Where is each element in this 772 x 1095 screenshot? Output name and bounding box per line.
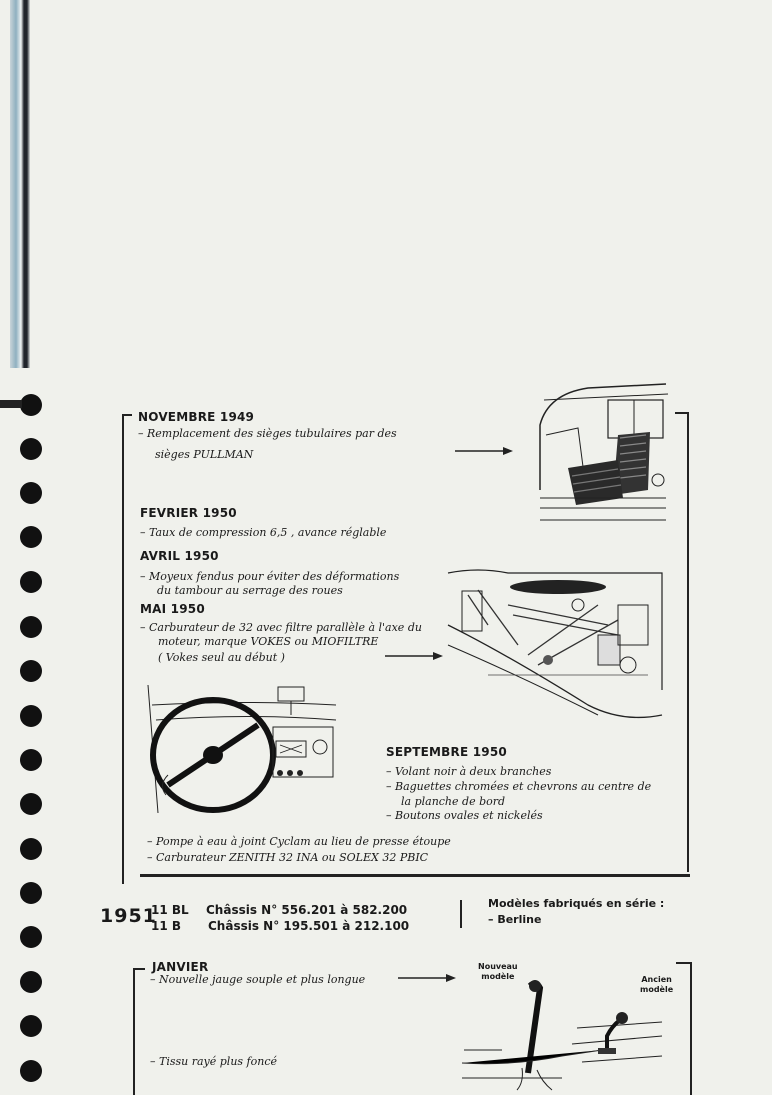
text-line: la planche de bord	[401, 795, 506, 808]
text-line: – Carburateur de 32 avec filtre parallèle à l'axe du	[140, 621, 422, 634]
punch-hole	[20, 616, 42, 638]
punch-hole	[20, 394, 42, 416]
label-line: modèle	[640, 985, 674, 994]
arrow-icon	[385, 650, 445, 662]
heading-apr-1950: AVRIL 1950	[140, 549, 219, 563]
text-line: – Carburateur ZENITH 32 INA ou SOLEX 32 PBIC	[147, 851, 429, 864]
frame-top-tick-1951	[133, 968, 145, 970]
punch-hole	[20, 438, 42, 460]
text-line: sièges PULLMAN	[155, 448, 254, 461]
binder-clip	[0, 400, 22, 408]
carburetor-engine-illustration	[448, 565, 664, 720]
punch-hole	[20, 526, 42, 548]
steering-wheel-illustration	[148, 675, 338, 815]
heading-sep-1950: SEPTEMBRE 1950	[386, 745, 507, 759]
text-line: – Taux de compression 6,5 , avance réglable	[140, 526, 387, 539]
punch-hole	[20, 482, 42, 504]
frame-left	[122, 414, 124, 884]
text-line: – Volant noir à deux branches	[386, 765, 552, 778]
frame-right-tick	[675, 412, 689, 414]
year-1951: 1951	[100, 905, 157, 927]
model-11b: 11 B	[151, 919, 182, 933]
frame-right	[687, 412, 689, 872]
heading-may-1950: MAI 1950	[140, 602, 205, 616]
punch-hole	[20, 571, 42, 593]
punch-hole	[20, 749, 42, 771]
pullman-seat-illustration	[538, 380, 668, 530]
punch-hole	[20, 660, 42, 682]
model-11bl: 11 BL	[151, 903, 189, 917]
text-line: ( Vokes seul au début )	[158, 651, 285, 664]
punch-hole	[20, 1060, 42, 1082]
text-line: du tambour au serrage des roues	[157, 584, 343, 597]
binder-spine	[10, 0, 30, 368]
label-line: modèle	[481, 972, 515, 981]
chassis-11bl: Châssis N° 556.201 à 582.200	[206, 903, 408, 917]
text-line: – Baguettes chromées et chevrons au centre de	[386, 780, 652, 793]
punch-hole	[20, 926, 42, 948]
frame-left-1951	[133, 968, 135, 1095]
punch-hole	[20, 971, 42, 993]
heading-jan-1951: JANVIER	[152, 960, 209, 974]
punch-hole	[20, 838, 42, 860]
text-line: – Remplacement des sièges tubulaires par des	[138, 427, 397, 440]
text-line: moteur, marque VOKES ou MIOFILTRE	[158, 635, 379, 648]
punch-hole	[20, 705, 42, 727]
label-line: Nouveau	[478, 962, 518, 971]
text-line: – Pompe à eau à joint Cyclam au lieu de presse étoupe	[147, 835, 451, 848]
frame-right-tick-1951	[676, 962, 692, 964]
series-item-berline: – Berline	[488, 913, 542, 926]
series-title: Modèles fabriqués en série :	[488, 897, 665, 910]
punch-hole	[20, 793, 42, 815]
heading-nov-1949: NOVEMBRE 1949	[138, 410, 255, 424]
divider	[460, 900, 462, 928]
frame-top-tick	[122, 414, 132, 416]
text-line: – Tissu rayé plus foncé	[150, 1055, 277, 1068]
punch-hole	[20, 882, 42, 904]
arrow-icon	[398, 972, 458, 984]
label-line: Ancien	[641, 975, 672, 984]
heading-feb-1950: FEVRIER 1950	[140, 506, 237, 520]
fuel-gauge-illustration	[462, 978, 667, 1095]
punch-hole	[20, 1015, 42, 1037]
text-line: – Boutons ovales et nickelés	[386, 809, 543, 822]
frame-bottom	[140, 874, 690, 877]
arrow-icon	[455, 445, 515, 457]
chassis-11b: Châssis N° 195.501 à 212.100	[208, 919, 410, 933]
text-line: – Moyeux fendus pour éviter des déformations	[140, 570, 400, 583]
text-line: – Nouvelle jauge souple et plus longue	[150, 973, 366, 986]
frame-right-1951	[690, 962, 692, 1095]
